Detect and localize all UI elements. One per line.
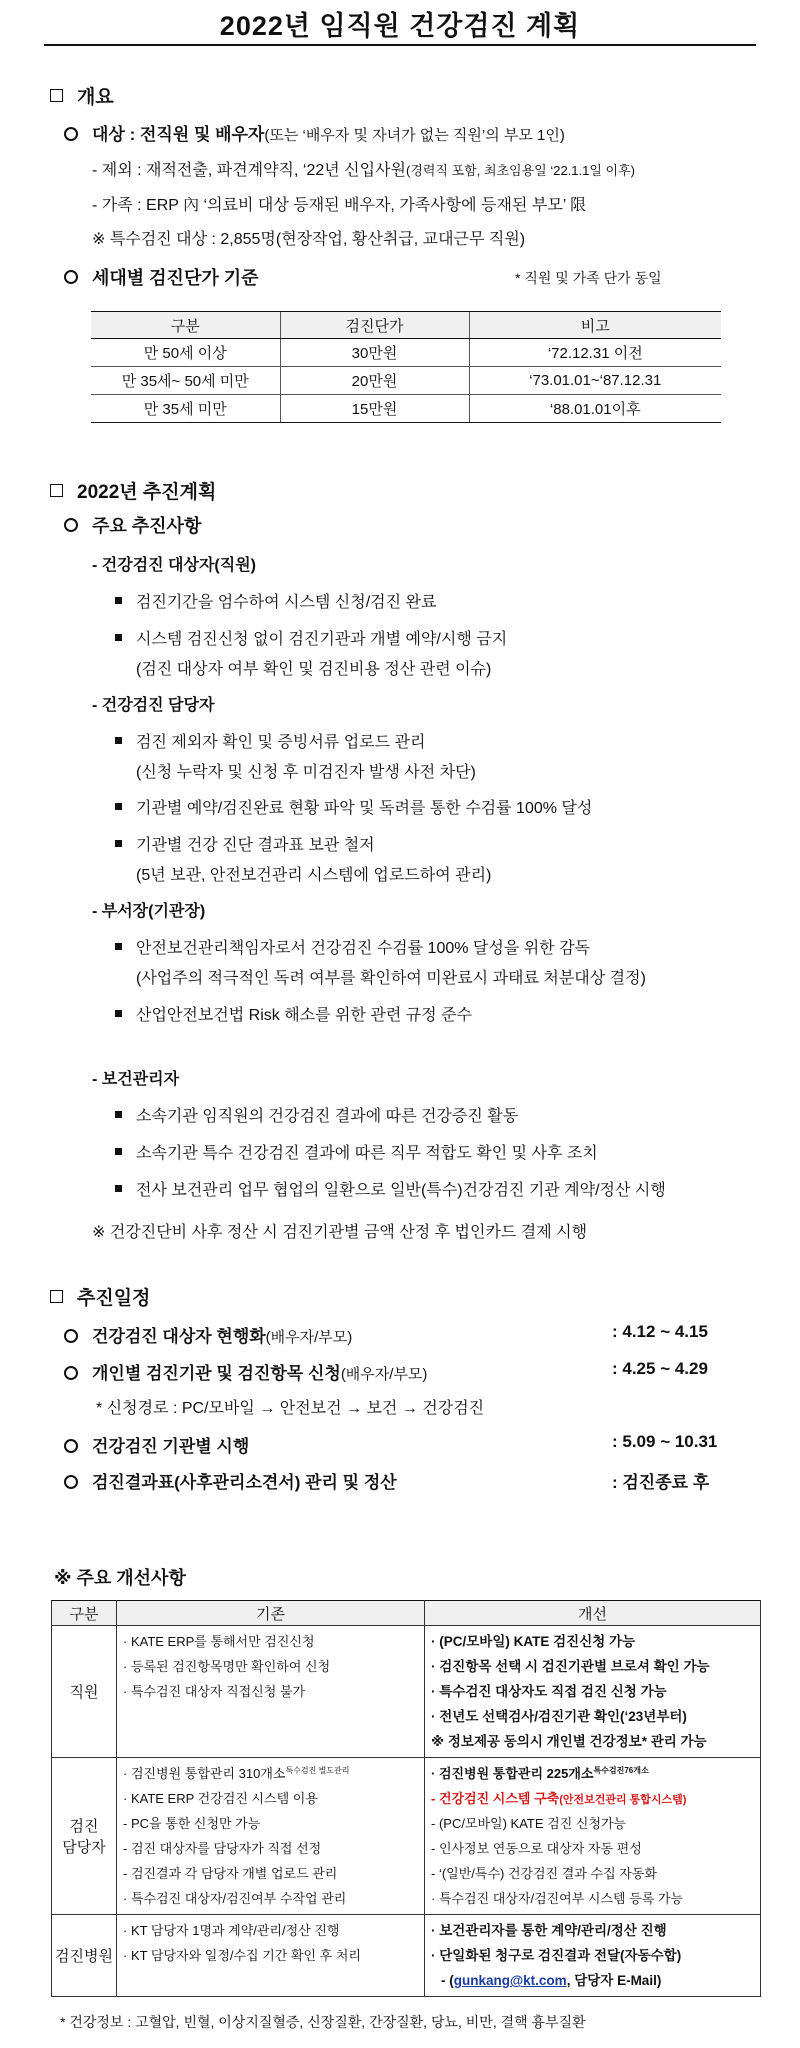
schedule-row: 건강검진 대상자 현행화(배우자/부모)	[64, 1322, 352, 1347]
table-row	[52, 1758, 761, 1915]
table-header: 개선	[425, 1601, 761, 1626]
after-cell	[425, 1758, 761, 1915]
before-line: · KATE ERP 건강검진 시스템 이용	[123, 1791, 318, 1806]
table-cell: 15만원	[280, 395, 469, 423]
target-line: 대상 : 전직원 및 배우자(또는 ‘배우자 및 자녀가 없는 직원’의 부모 1인)	[64, 120, 565, 145]
schedule-date: : 4.25 ~ 4.29	[612, 1359, 708, 1378]
list-item: 검진기간을 엄수하여 시스템 신청/검진 완료	[115, 589, 436, 612]
category-cell: 직원	[52, 1626, 117, 1758]
table-header-row	[91, 312, 721, 339]
bullet-icon	[115, 737, 122, 744]
title-divider	[44, 44, 756, 46]
special-line: ※ 특수검진 대상 : 2,855명(현장작업, 황산취급, 교대근무 직원)	[92, 231, 526, 248]
circle-bullet-icon	[64, 518, 78, 532]
after-line: - (gunkang@kt.com, 담당자 E-Mail)	[441, 1973, 662, 1988]
email-link[interactable]: gunkang@kt.com	[453, 1973, 567, 1988]
list-item: 기관별 예약/검진완료 현황 파악 및 독려를 통한 수검률 100% 달성	[115, 795, 592, 818]
bullet-icon	[115, 803, 122, 810]
table-header-row	[52, 1601, 761, 1626]
schedule-row: 개인별 검진기관 및 검진항목 신청(배우자/부모)	[64, 1359, 427, 1384]
square-bullet-icon	[50, 1290, 63, 1303]
list-item: 소속기관 특수 건강검진 결과에 따른 직무 적합도 확인 및 사후 조치	[115, 1140, 598, 1163]
table-cell: 만 50세 이상	[91, 339, 280, 367]
group-title: - 건강검진 대상자(직원)	[92, 557, 256, 574]
after-cell	[425, 1915, 761, 1997]
table-row	[91, 339, 721, 367]
before-line: · 등록된 검진항목명만 확인하여 신청	[123, 1659, 331, 1674]
before-cell	[117, 1626, 425, 1758]
family-line: - 가족 : ERP 內 ‘의료비 대상 등재된 배우자, 가족사항에 등재된 부모’ 限	[92, 197, 587, 214]
schedule-row: 건강검진 기관별 시행	[64, 1432, 249, 1457]
after-line: · 검진항목 선택 시 검진기관별 브로셔 확인 가능	[431, 1659, 710, 1674]
after-line: - 인사정보 연동으로 대상자 자동 편성	[431, 1841, 642, 1856]
schedule-date: : 4.12 ~ 4.15	[612, 1322, 708, 1341]
after-cell	[425, 1626, 761, 1758]
exclude-line: - 제외 : 재적전출, 파견계약직, ‘22년 신입사원(경력직 포함, 최초임용일 ‘22.1.1일 이후)	[92, 162, 635, 179]
after-line: - ‘(일반/특수) 건강검진 결과 수집 자동화	[431, 1866, 657, 1881]
group-title: - 건강검진 담당자	[92, 697, 215, 714]
schedule-route: * 신청경로 : PC/모바일 → 안전보건 → 보건 → 건강검진	[96, 1400, 485, 1417]
table-header: 구분	[91, 312, 280, 339]
price-table	[91, 311, 721, 423]
list-item: 검진 제외자 확인 및 증빙서류 업로드 관리	[115, 729, 425, 752]
bullet-icon	[115, 943, 122, 950]
table-row	[52, 1915, 761, 1997]
list-item-sub: (신청 누락자 및 신청 후 미검진자 발생 사전 차단)	[136, 764, 476, 781]
circle-bullet-icon	[64, 127, 78, 141]
table-header: 기존	[117, 1601, 425, 1626]
bullet-icon	[115, 840, 122, 847]
after-line: - 건강검진 시스템 구축(안전보건관리 통합시스템)	[431, 1791, 687, 1806]
price-heading: 세대별 검진단가 기준	[64, 264, 259, 290]
square-bullet-icon	[50, 89, 63, 102]
after-line: · 보건관리자를 통한 계약/관리/정산 진행	[431, 1923, 667, 1938]
before-line: - 검진 대상자를 담당자가 직접 선정	[123, 1841, 322, 1856]
list-item-sub: (사업주의 적극적인 독려 여부를 확인하여 미완료시 과태료 처분대상 결정)	[136, 970, 646, 987]
bullet-icon	[115, 1148, 122, 1155]
list-item: 기관별 건강 진단 결과표 보관 철저	[115, 832, 375, 855]
square-bullet-icon	[50, 484, 63, 497]
circle-bullet-icon	[64, 1329, 78, 1343]
before-line: - 검진결과 각 담당자 개별 업로드 관리	[123, 1866, 338, 1881]
table-row	[52, 1626, 761, 1758]
health-info-note: * 건강정보 : 고혈압, 빈혈, 이상지질혈증, 신장질환, 간장질환, 당뇨, 비만, 결핵 흉부질환	[60, 2014, 586, 2030]
plan-footnote: ※ 건강진단비 사후 정산 시 검진기관별 금액 산정 후 법인카드 결제 시행	[92, 1224, 588, 1241]
improvements-table	[51, 1600, 761, 1997]
schedule-date: : 검진종료 후	[612, 1473, 710, 1492]
list-item: 소속기관 임직원의 건강검진 결과에 따른 건강증진 활동	[115, 1103, 518, 1126]
list-item: 시스템 검진신청 없이 검진기관과 개별 예약/시행 금지	[115, 626, 507, 649]
before-line: · KT 담당자 1명과 계약/관리/정산 진행	[123, 1923, 340, 1938]
table-row	[91, 367, 721, 395]
before-line: - PC을 통한 신청만 가능	[123, 1816, 261, 1831]
table-cell: 30만원	[280, 339, 469, 367]
after-line: - (PC/모바일) KATE 검진 신청가능	[431, 1816, 627, 1831]
after-line: · 단일화된 청구로 검진결과 전달(자동수합)	[431, 1948, 682, 1963]
circle-bullet-icon	[64, 1366, 78, 1380]
table-header: 구분	[52, 1601, 117, 1626]
list-item: 안전보건관리책임자로서 건강검진 수검률 100% 달성을 위한 감독	[115, 935, 590, 958]
section-overview: 개요	[50, 82, 114, 109]
after-line: · (PC/모바일) KATE 검진신청 가능	[431, 1634, 636, 1649]
price-note: * 직원 및 가족 단가 동일	[515, 270, 662, 286]
bullet-icon	[115, 1111, 122, 1118]
bullet-icon	[115, 597, 122, 604]
table-cell: ‘73.01.01~‘87.12.31	[469, 367, 721, 395]
before-line: · KT 담당자와 일정/수집 기간 확인 후 처리	[123, 1948, 361, 1963]
group-title: - 보건관리자	[92, 1071, 180, 1088]
table-header: 검진단가	[280, 312, 469, 339]
schedule-date: : 5.09 ~ 10.31	[612, 1432, 718, 1451]
table-cell: ‘72.12.31 이전	[469, 339, 721, 367]
before-cell	[117, 1758, 425, 1915]
before-line: · 검진병원 통합관리 310개소$^{특수검진 별도관리}$	[123, 1766, 350, 1781]
after-line: · 검진병원 통합관리 225개소$^{특수검진76개소}$	[431, 1766, 649, 1781]
category-cell: 검진 담당자	[52, 1758, 117, 1915]
group-title: - 부서장(기관장)	[92, 903, 206, 920]
list-item-sub: (검진 대상자 여부 확인 및 검진비용 정산 관련 이슈)	[136, 661, 492, 678]
plan-subheading: 주요 추진사항	[64, 512, 201, 538]
bullet-icon	[115, 1185, 122, 1192]
before-line: · 특수검진 대상자 직접신청 불가	[123, 1684, 306, 1699]
after-line: ※ 정보제공 동의시 개인별 건강정보* 관리 가능	[431, 1734, 707, 1749]
section-plan: 2022년 추진계획	[50, 477, 216, 504]
circle-bullet-icon	[64, 1439, 78, 1453]
list-item: 전사 보건관리 업무 협업의 일환으로 일반(특수)건강검진 기관 계약/정산 시행	[115, 1177, 666, 1200]
after-line: · 전년도 선택검사/검진기관 확인(‘23년부터)	[431, 1709, 687, 1724]
circle-bullet-icon	[64, 1475, 78, 1489]
schedule-row: 검진결과표(사후관리소견서) 관리 및 정산	[64, 1468, 397, 1493]
before-line: · 특수검진 대상자/검진여부 수작업 관리	[123, 1891, 347, 1906]
list-item-sub: (5년 보관, 안전보건관리 시스템에 업로드하여 관리)	[136, 867, 492, 884]
page-title: 2022년 임직원 건강검진 계획	[219, 11, 581, 41]
table-row	[91, 395, 721, 423]
circle-bullet-icon	[64, 270, 78, 284]
section-schedule: 추진일정	[50, 1283, 150, 1310]
table-cell: 20만원	[280, 367, 469, 395]
category-cell: 검진병원	[52, 1915, 117, 1997]
before-cell	[117, 1915, 425, 1997]
bullet-icon	[115, 1010, 122, 1017]
table-cell: ‘88.01.01이후	[469, 395, 721, 423]
list-item: 산업안전보건법 Risk 해소를 위한 관련 규정 준수	[115, 1002, 472, 1025]
bullet-icon	[115, 634, 122, 641]
table-cell: 만 35세~ 50세 미만	[91, 367, 280, 395]
after-line: · 특수검진 대상자/검진여부 시스템 등록 가능	[431, 1891, 684, 1906]
before-line: · KATE ERP를 통해서만 검진신청	[123, 1634, 315, 1649]
table-cell: 만 35세 미만	[91, 395, 280, 423]
improvements-heading: ※ 주요 개선사항	[54, 1568, 186, 1588]
table-header: 비고	[469, 312, 721, 339]
after-line: · 특수검진 대상자도 직접 검진 신청 가능	[431, 1684, 667, 1699]
